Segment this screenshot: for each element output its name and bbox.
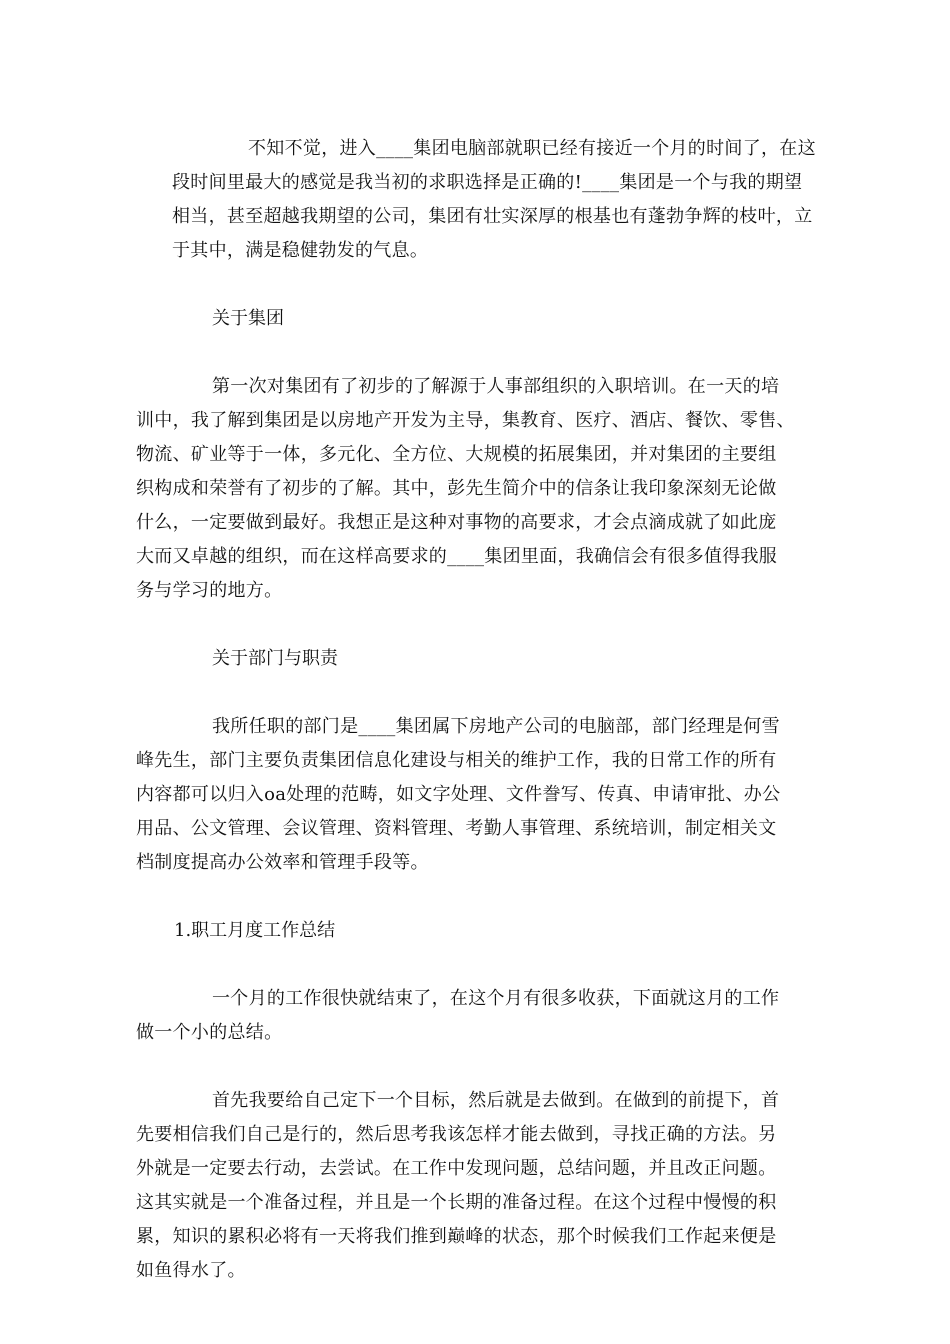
paragraph-gap bbox=[136, 1050, 808, 1084]
paragraph-gap bbox=[136, 608, 808, 642]
text-line: 首先我要给自己定下一个目标，然后就是去做到。在做到的前提下，首 bbox=[212, 1090, 780, 1111]
text-line: 段时间里最大的感觉是我当初的求职选择是正确的!____集团是一个与我的期望 bbox=[172, 172, 803, 193]
section-heading-group: 关于集团 bbox=[212, 308, 284, 329]
section-heading-monthly-summary: 1.职工月度工作总结 bbox=[174, 920, 336, 941]
text-line: 如鱼得水了。 bbox=[136, 1260, 246, 1281]
paragraph-gap bbox=[136, 268, 808, 302]
document-page bbox=[136, 132, 816, 1288]
paragraph-gap bbox=[136, 676, 808, 710]
paragraph-group bbox=[136, 370, 808, 608]
text-line: 先要相信我们自己是行的，然后思考我该怎样才能去做到，寻找正确的方法。另 bbox=[136, 1124, 777, 1145]
text-line: 档制度提高办公效率和管理手段等。 bbox=[136, 852, 429, 873]
text-line: 织构成和荣誉有了初步的了解。其中，彭先生简介中的信条让我印象深刻无论做 bbox=[136, 478, 777, 499]
text-line: 外就是一定要去行动，去尝试。在工作中发现问题，总结问题，并且改正问题。 bbox=[136, 1158, 777, 1179]
paragraph-goals bbox=[136, 1084, 808, 1288]
text-line: 峰先生，部门主要负责集团信息化建设与相关的维护工作，我的日常工作的所有 bbox=[136, 750, 777, 771]
text-line: 用品、公文管理、会议管理、资料管理、考勤人事管理、系统培训，制定相关文 bbox=[136, 818, 777, 839]
paragraph-gap bbox=[136, 336, 808, 370]
paragraph-department bbox=[136, 710, 808, 880]
text-line: 第一次对集团有了初步的了解源于人事部组织的入职培训。在一天的培 bbox=[212, 376, 780, 397]
text-line: 累，知识的累积必将有一天将我们推到巅峰的状态，那个时候我们工作起来便是 bbox=[136, 1226, 777, 1247]
text-line: 这其实就是一个准备过程，并且是一个长期的准备过程。在这个过程中慢慢的积 bbox=[136, 1192, 777, 1213]
text-line: 不知不觉，进入____集团电脑部就职已经有接近一个月的时间了，在这 bbox=[248, 138, 816, 159]
text-line: 训中，我了解到集团是以房地产开发为主导，集教育、医疗、酒店、餐饮、零售、 bbox=[136, 410, 795, 431]
paragraph-summary-intro bbox=[136, 982, 808, 1050]
paragraph-gap bbox=[136, 948, 808, 982]
text-line: 于其中，满是稳健勃发的气息。 bbox=[172, 240, 429, 261]
paragraph-intro bbox=[136, 132, 816, 268]
text-line: 我所任职的部门是____集团属下房地产公司的电脑部，部门经理是何雪 bbox=[212, 716, 780, 737]
text-line: 大而又卓越的组织，而在这样高要求的____集团里面，我确信会有很多值得我服 bbox=[136, 546, 778, 567]
text-line: 什么，一定要做到最好。我想正是这种对事物的高要求，才会点滴成就了如此庞 bbox=[136, 512, 777, 533]
text-line: 务与学习的地方。 bbox=[136, 580, 283, 601]
paragraph-gap bbox=[136, 880, 808, 914]
text-line: 相当，甚至超越我期望的公司，集团有壮实深厚的根基也有蓬勃争辉的枝叶，立 bbox=[172, 206, 813, 227]
text-line: 物流、矿业等于一体，多元化、全方位、大规模的拓展集团，并对集团的主要组 bbox=[136, 444, 777, 465]
text-line: 内容都可以归入oa处理的范畴，如文字处理、文件誊写、传真、申请审批、办公 bbox=[136, 784, 781, 805]
section-heading-department: 关于部门与职责 bbox=[212, 648, 338, 669]
text-line: 做一个小的总结。 bbox=[136, 1022, 283, 1043]
text-line: 一个月的工作很快就结束了，在这个月有很多收获，下面就这月的工作 bbox=[212, 988, 780, 1009]
